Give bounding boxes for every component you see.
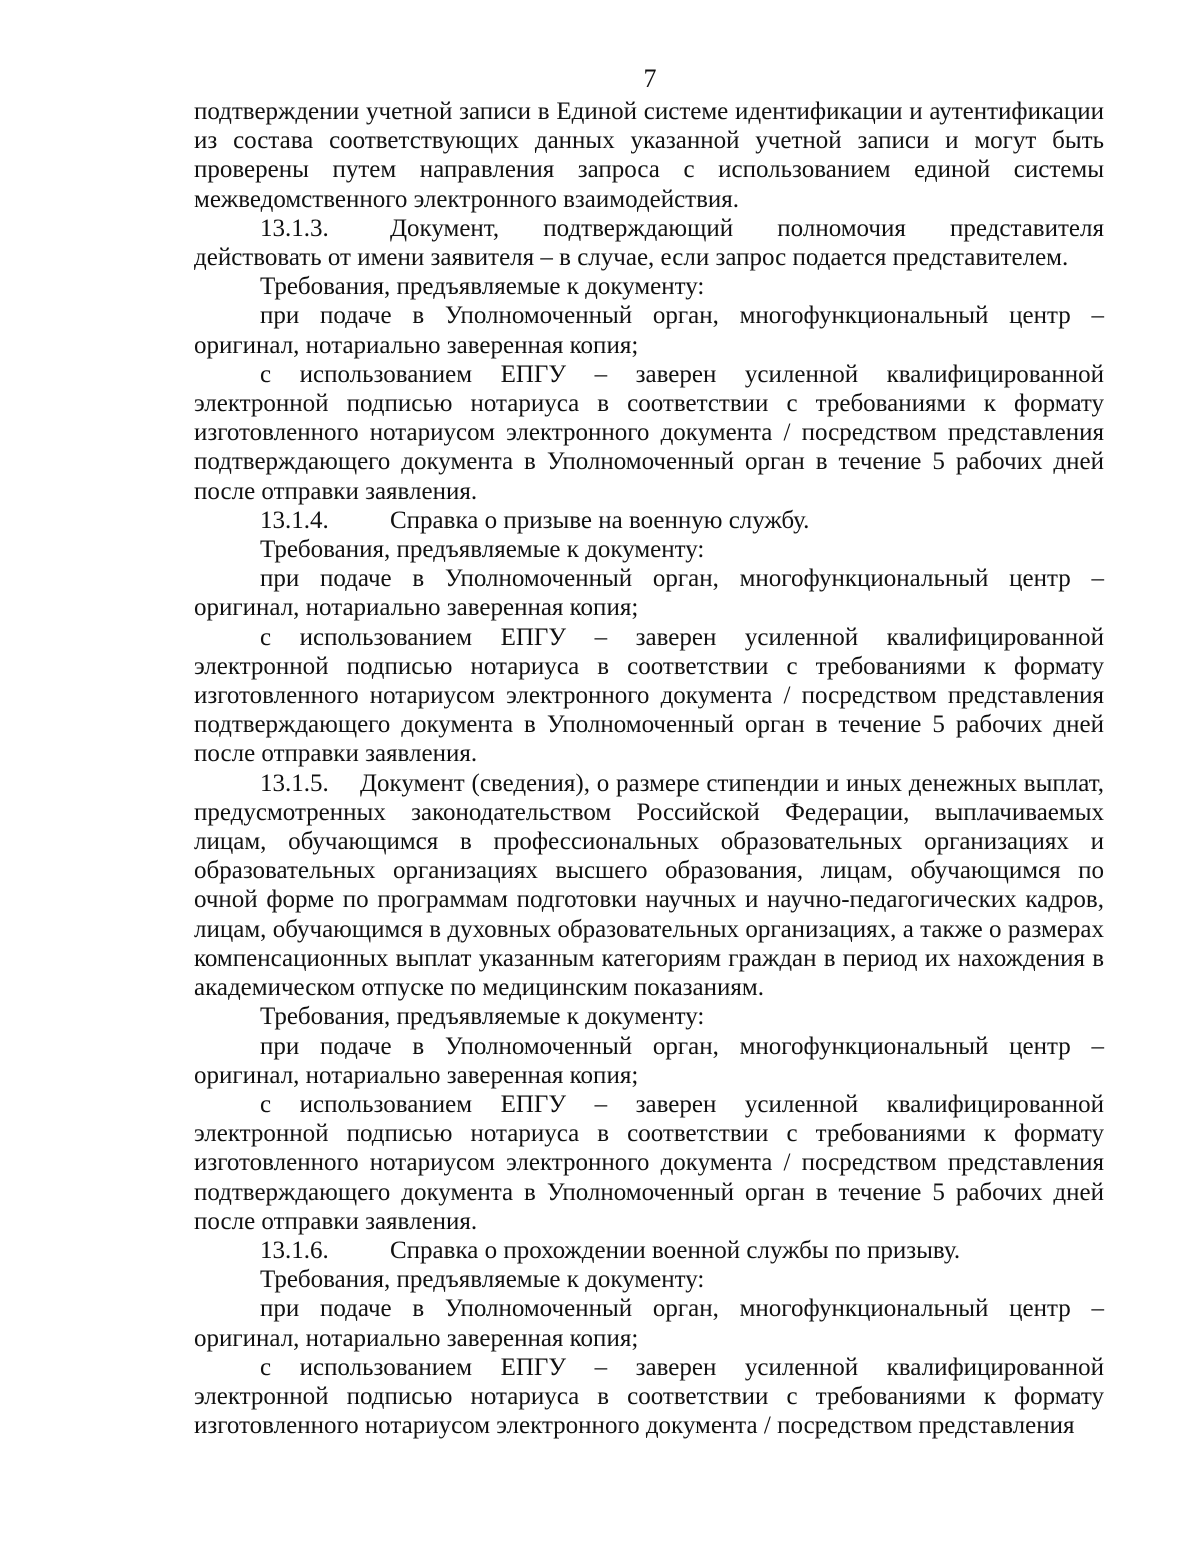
paragraph-in-person (194, 1294, 1104, 1352)
paragraph-text: Требования, предъявляемые к документу: (260, 536, 705, 564)
paragraph-in-person (194, 301, 1104, 359)
paragraph-requirements (194, 535, 1104, 564)
paragraph-text: с использованием ЕПГУ – заверен усиленной квалифицированной электронной подписью нотариуса в соответствии с требованиями к формату изготовленного нотариусом электронного документа / посредством представления подтверждающего документа в Уполномоченный орган в течение 5 рабочих дней после отправки заявления. (194, 623, 1104, 768)
paragraph-text: при подаче в Уполномоченный орган, многофункциональный центр – оригинал, нотариально заверенная копия; (194, 565, 1104, 622)
paragraph-continuation (194, 97, 1104, 214)
paragraph-text: Документ (сведения), о размере стипендии и иных денежных выплат, предусмотренных законодательством Российской Федерации, выплачиваемых лицам, обучающимся в профессиональных образовательных организациях и образовательных организациях высшего образования, лицам, обучающимся по очной форме по программам подготовки научных и научно-педагогических кадров, лицам, обучающимся в духовных образовательных организациях, а также о размерах компенсационных выплат указанным категориям граждан в период их нахождения в академическом отпуске по медицинским показаниям. (194, 769, 1104, 1002)
paragraph-text: Требования, предъявляемые к документу: (260, 1003, 705, 1031)
paragraph-13-1-4 (194, 506, 1104, 535)
paragraph-text: Документ, подтверждающий полномочия представителя действовать от имени заявителя – в случае, если запрос подается представителем. (194, 214, 1104, 272)
paragraph-text: Справка о прохождении военной службы по призыву. (390, 1236, 961, 1264)
paragraph-text: с использованием ЕПГУ – заверен усиленной квалифицированной электронной подписью нотариуса в соответствии с требованиями к формату изготовленного нотариусом электронного документа / посредством представления подтверждающего документа в Уполномоченный орган в течение 5 рабочих дней после отправки заявления. (194, 360, 1104, 505)
paragraph-text: с использованием ЕПГУ – заверен усиленной квалифицированной электронной подписью нотариуса в соответствии с требованиями к формату изготовленного нотариусом электронного документа / посредством представления (194, 1353, 1104, 1440)
paragraph-text: при подаче в Уполномоченный орган, многофункциональный центр – оригинал, нотариально заверенная копия; (194, 1295, 1104, 1352)
clause-number: 13.1.3. (260, 214, 329, 242)
paragraph-epgu (194, 1353, 1104, 1441)
paragraph-epgu (194, 623, 1104, 769)
clause-number: 13.1.6. (260, 1236, 329, 1264)
clause-number: 13.1.5. (260, 769, 329, 797)
paragraph-13-1-5 (194, 769, 1104, 1003)
paragraph-epgu (194, 360, 1104, 506)
paragraph-requirements (194, 1002, 1104, 1031)
paragraph-in-person (194, 564, 1104, 622)
paragraph-13-1-3 (194, 214, 1104, 272)
paragraph-text: Требования, предъявляемые к документу: (260, 1266, 705, 1294)
paragraph-epgu (194, 1090, 1104, 1236)
document-body (194, 97, 1104, 1440)
paragraph-text: Справка о призыве на военную службу. (390, 506, 810, 534)
paragraph-text: при подаче в Уполномоченный орган, многофункциональный центр – оригинал, нотариально заверенная копия; (194, 1032, 1104, 1089)
paragraph-text: Требования, предъявляемые к документу: (260, 273, 705, 301)
paragraph-requirements (194, 272, 1104, 301)
paragraph-13-1-6 (194, 1236, 1104, 1265)
clause-number: 13.1.4. (260, 506, 329, 534)
paragraph-requirements (194, 1265, 1104, 1294)
paragraph-text: с использованием ЕПГУ – заверен усиленной квалифицированной электронной подписью нотариуса в соответствии с требованиями к формату изготовленного нотариусом электронного документа / посредством представления подтверждающего документа в Уполномоченный орган в течение 5 рабочих дней после отправки заявления. (194, 1090, 1104, 1235)
paragraph-text: подтверждении учетной записи в Единой системе идентификации и аутентификации из состава соответствующих данных указанной учетной записи и могут быть проверены путем направления запроса с использованием единой системы межведомственного электронного взаимодействия. (194, 98, 1104, 213)
paragraph-text: при подаче в Уполномоченный орган, многофункциональный центр – оригинал, нотариально заверенная копия; (194, 302, 1104, 359)
paragraph-in-person (194, 1032, 1104, 1090)
page-number: 7 (643, 64, 657, 93)
